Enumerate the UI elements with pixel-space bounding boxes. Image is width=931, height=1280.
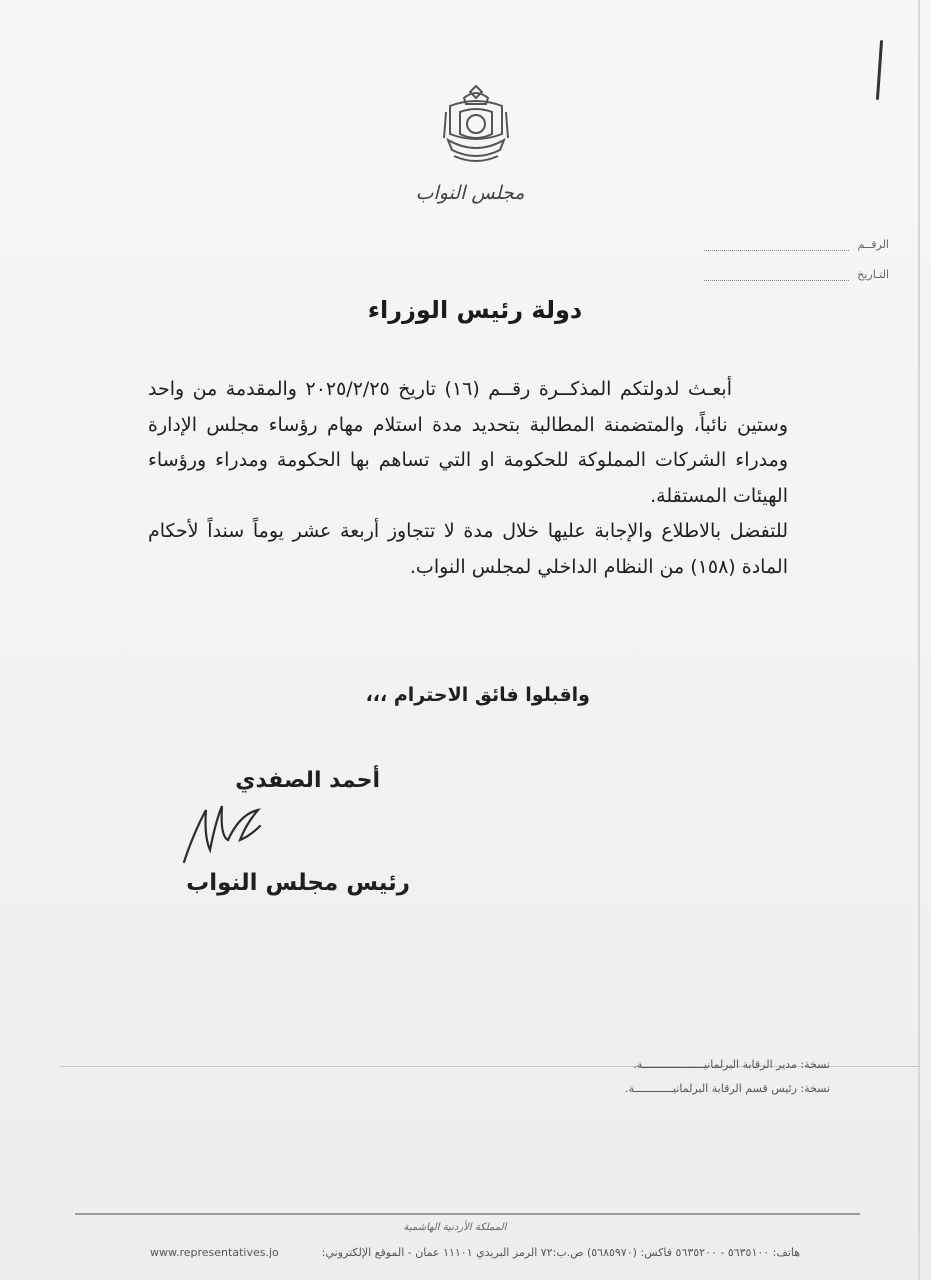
pen-mark [876,40,883,100]
footer-contact [150,1246,800,1259]
reference-label: الرقــم [857,238,889,251]
signer-title: رئيس مجلس النواب [186,870,410,896]
signer-name: أحمد الصفدي [235,768,380,793]
letter-body [148,372,788,585]
footer-website: www.representatives.jo [150,1246,279,1259]
body-paragraph-1: أبعـث لدولتكم المذكــرة رقــم (١٦) تاريخ ٢٠٢٥/٢/٢٥ والمقدمة من واحد وستين نائباً، والمتضمنة المطالبة بتحديد مدة استلام مهام رؤساء مجلس الإدارة ومدراء الشركات المملوكة للحكومة او التي تساهم بها الحكومة ومدراء ورؤساء الهيئات المستقلة. [148,378,788,507]
footer-kingdom-name: المملكة الأردنية الهاشمية [403,1222,507,1233]
footer-divider [75,1213,860,1215]
reference-dotted-line [704,249,849,251]
cc-line-2: نسخة: رئيس قسم الرقابة البرلمانيــــــــــــة. [624,1082,830,1095]
council-logo: مجلس النواب [415,182,525,204]
reference-number-field [704,238,889,251]
date-label: التـاريخ [857,268,889,281]
handwritten-signature-icon [178,798,278,868]
page-edge [918,0,920,1280]
addressee-heading: دولة رئيس الوزراء [367,296,583,324]
royal-crest-icon [440,82,512,168]
closing-salutation: واقبلوا فائق الاحترام ،،، [365,684,590,706]
cc-line-1: نسخة: مدير الرقابة البرلمانيـــــــــــــــــــة. [633,1058,830,1071]
date-dotted-line [704,279,849,281]
date-field [704,268,889,281]
body-paragraph-2: للتفضل بالاطلاع والإجابة عليها خلال مدة لا تتجاوز أربعة عشر يوماً سنداً لأحكام المادة (١٥٨) من النظام الداخلي لمجلس النواب. [148,520,788,578]
footer-contact-details: هاتف: ٥٦٣٥١٠٠ - ٥٦٣٥٢٠٠ فاكس: (٥٦٨٥٩٧٠) ص.ب:٧٢ الرمز البريدي ١١١٠١ عمان - الموقع الإلكتروني: [321,1246,800,1259]
